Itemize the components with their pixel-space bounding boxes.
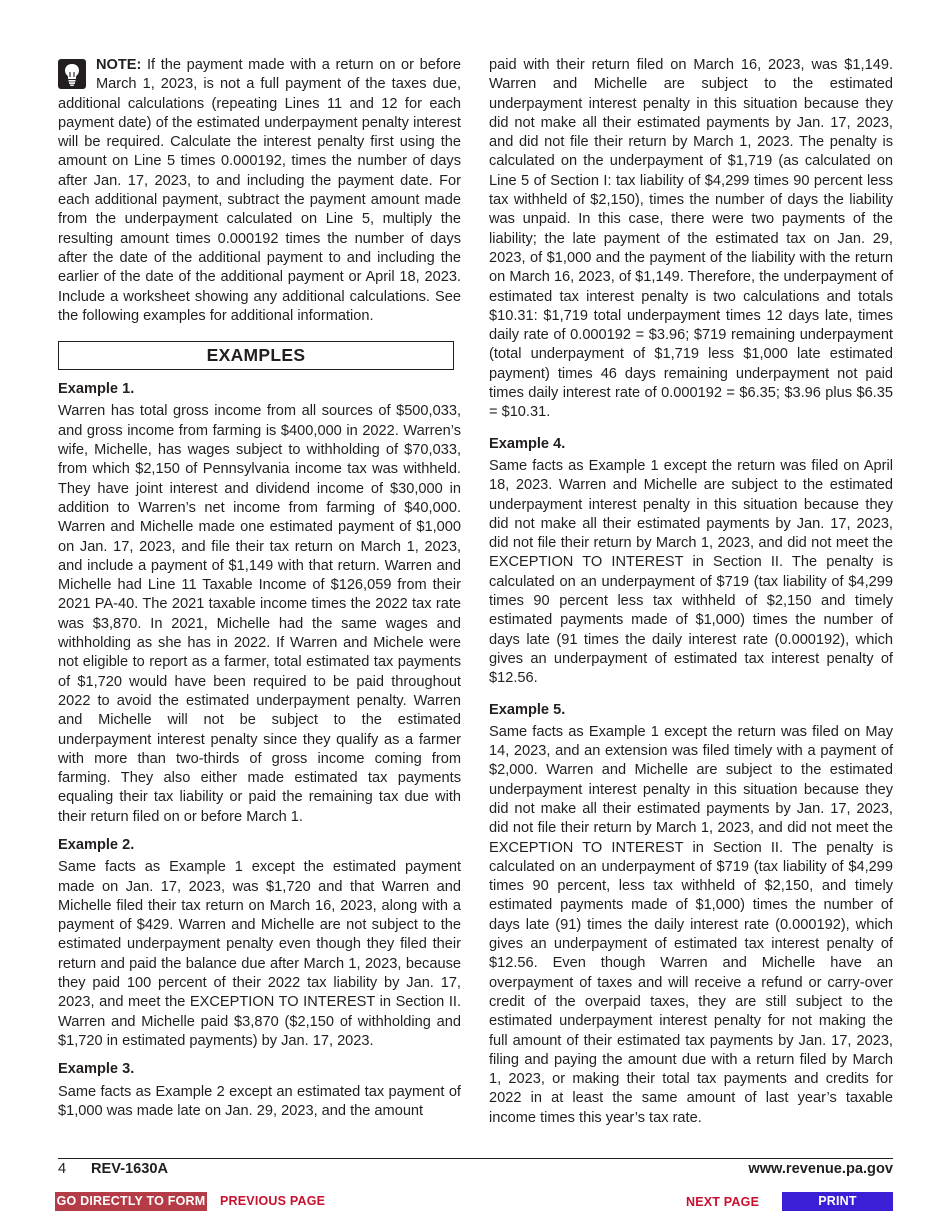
note-label: NOTE: <box>96 57 142 73</box>
example-3-title: Example 3. <box>58 1061 135 1078</box>
footer-divider <box>58 1158 893 1159</box>
examples-heading: EXAMPLES <box>58 341 454 370</box>
example-5-title: Example 5. <box>489 701 566 718</box>
previous-page-link[interactable]: PREVIOUS PAGE <box>220 1194 326 1208</box>
go-directly-to-form-button[interactable]: GO DIRECTLY TO FORM <box>55 1192 207 1211</box>
example-3-body-continued: paid with their return filed on March 16, 2023, was $1,149. Warren and Michelle are subject to the estimated underpayment interest penalty in this situation because they did not make all their estimated payments by Jan. 17, 2023, and did not file their return by March 1, 2023. The penalty is calculated on the underpayment of $1,719 (as calculated on Line 5 of Section I: tax liability of $4,299 times 90 percent less tax withheld of $2,150), times the number of days the liability was unpaid. In this case, there were two payments of the liability; the late payment of the estimated tax on Jan. 29, 2023, of $1,000 and the payment of the liability with the return on March 16, 2023, of $1,149. Therefore, the underpayment of estimated tax interest penalty is two calculations and totals $10.31: $1,719 total underpayment times 12 days late, times daily rate of 0.000192 = $3.96; $719 remaining underpayment (total underpayment of $1,719 less $1,000 late estimated payment) times 46 days remaining underpayment not paid times daily interest rate of 0.000192 = $6.35; $3.96 plus $6.35 = $10.31. <box>489 57 893 421</box>
note-block <box>58 56 461 326</box>
print-button[interactable]: PRINT <box>782 1192 893 1211</box>
lightbulb-icon <box>58 59 86 89</box>
example-1-body: Warren has total gross income from all sources of $500,033, and gross income from farming is $400,000 in 2022. Warren’s wife, Michelle, has wages subject to withholding of $70,033, from which $2,150 of Pennsylvania income tax was withheld. They have joint interest and dividend income of $30,000 in addition to Warren’s net income from farming of $40,000. Warren and Michelle made one estimated payment of $1,000 on Jan. 17, 2023, and file their tax return on March 1, 2023, and include a payment of $1,149 with that return. Warren and Michelle had Line 11 Taxable Income of $126,059 from their 2021 PA-40. The 2021 taxable income times the 2022 tax rate was $3,870. In 2021, Michelle had the same wages and withholding as she has in 2022. If Warren and Michele were not eligible to report as a farmer, total estimated tax payments of $1,720 would have been required to be paid throughout 2022 to avoid the estimated underpayment penalty. Warren and Michelle will not be subject to the estimated underpayment interest penalty since they qualify as a farmer with more than two-thirds of gross income coming from farming. They also either made estimated tax payments equaling their tax liability or paid the remaining tax due with their return filed on or before March 1. <box>58 403 461 825</box>
document-id: REV-1630A <box>91 1161 169 1177</box>
example-2-body: Same facts as Example 1 except the estimated payment made on Jan. 17, 2023, was $1,720 and that Warren and Michelle filed their tax return on March 16, 2023, along with a payment of $429. Warren and Michelle are not subject to the estimated underpayment penalty even though they filed their return and paid the balance due after March 1, 2023, because they paid 100 percent of their 2022 tax liability by Jan. 17, 2023, and meet the EXCEPTION TO INTEREST in Section II. Warren and Michelle paid $3,870 ($2,150 of withholding and $1,720 in estimated payments) by Jan. 17, 2023. <box>58 859 461 1049</box>
example-4-title: Example 4. <box>489 435 566 452</box>
next-page-link[interactable]: NEXT PAGE <box>686 1195 760 1209</box>
example-5-body: Same facts as Example 1 except the return was filed on May 14, 2023, and an extension was filed timely with a payment of $2,000. Warren and Michelle are subject to the estimated underpayment interest penalty in this situation because they did not make all their estimated payments by Jan. 17, 2023, did not file their return by March 1, 2023, and did not meet the EXCEPTION TO INTEREST in Section II. The penalty is calculated on an underpayment of $719 (tax liability of $4,299 times 90 percent, less tax withheld of $2,150, and timely estimated payments made of $1,000) times the number of days late (91) times the daily interest rate (0.000192), which gives an underpayment of estimated tax interest penalty of $12.56. Even though Warren and Michelle have an overpayment of taxes and will receive a refund or carry-over credit of the overpaid taxes, they are still subject to the estimated underpayment interest penalty for not making the full amount of their estimated tax payments by Jan. 17, 2023, filing and paying the amount due with a return filed by March 1, 2023, or making their total tax payments and credits for 2022 in at least the same amount of last year’s taxable income times this year’s tax rate. <box>489 723 893 1126</box>
note-paragraph <box>58 56 461 326</box>
left-column <box>58 56 461 1121</box>
website-link[interactable]: www.revenue.pa.gov <box>748 1161 893 1177</box>
note-text: If the payment made with a return on or before March 1, 2023, is not a full payment of the taxes due, additional calculations (repeating Lines 11 and 12 for each payment date) of the estimated underpayment penalty interest will be required. Calculate the interest penalty first using the amount on Line 5 times 0.000192, times the number of days after Jan. 17, 2023, to and including the payment date. For each additional payment, subtract the payment amount made from the underpayment calculated on Line 5, multiply the resulting amount times 0.000192 times the number of days after the date of the additional payment to and including the earlier of the date of the additional payment or April 18, 2023. Include a worksheet showing any additional calculations. See the following examples for additional information. <box>58 57 461 324</box>
example-4-body: Same facts as Example 1 except the return was filed on April 18, 2023. Warren and Michelle are subject to the estimated underpayment interest penalty in this situation because they did not make all their estimated payments by Jan. 17, 2023, did not file their return by March 1, 2023, and did not meet the EXCEPTION TO INTEREST in Section II. The penalty is calculated on an underpayment of $719 (tax liability of $4,299 times 90 percent less tax withheld of $2,150 and timely estimated payments made of $1,000) times the number of days late (91 times the daily interest rate (0.000192), which gives an underpayment of estimated tax interest penalty of $12.56. <box>489 457 893 687</box>
example-2-title: Example 2. <box>58 836 135 853</box>
example-3-body: Same facts as Example 2 except an estimated tax payment of $1,000 was made late on Jan. 29, 2023, and the amount <box>58 1083 461 1119</box>
example-1-title: Example 1. <box>58 381 135 398</box>
page-number: 4 <box>58 1161 67 1177</box>
right-column <box>489 56 893 1128</box>
